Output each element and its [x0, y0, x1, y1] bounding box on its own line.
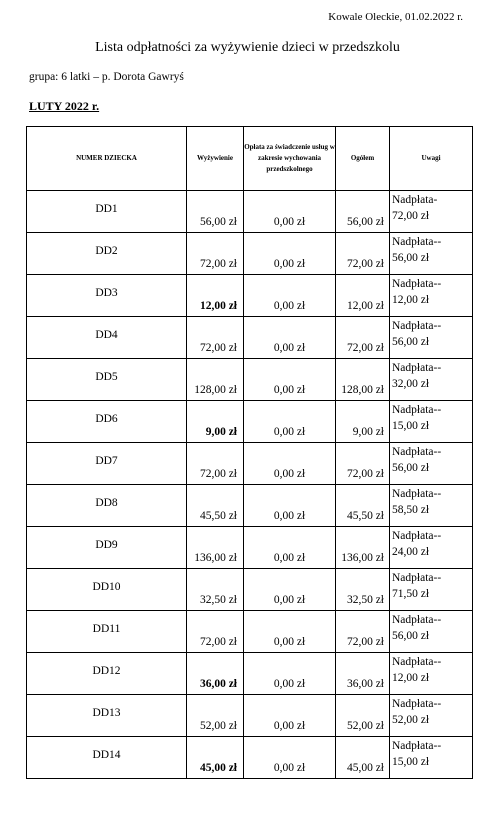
remark-line-2: 56,00 zł	[392, 630, 430, 642]
col-header-remarks: Uwagi	[390, 127, 473, 191]
table-row	[27, 191, 473, 233]
meals-cell: 72,00 zł	[187, 443, 244, 485]
child-number-cell: DD1	[27, 191, 187, 233]
child-number-cell: DD5	[27, 359, 187, 401]
total-cell: 52,00 zł	[336, 695, 390, 737]
fee-cell: 0,00 zł	[244, 359, 336, 401]
child-number-cell: DD10	[27, 569, 187, 611]
meals-cell: 45,00 zł	[187, 737, 244, 779]
total-cell: 45,00 zł	[336, 737, 390, 779]
fee-cell: 0,00 zł	[244, 443, 336, 485]
total-cell: 72,00 zł	[336, 317, 390, 359]
fee-cell: 0,00 zł	[244, 695, 336, 737]
fee-cell: 0,00 zł	[244, 233, 336, 275]
remark-line-1: Nadpłata--	[392, 320, 442, 332]
child-number-cell: DD11	[27, 611, 187, 653]
meals-cell: 9,00 zł	[187, 401, 244, 443]
child-number-cell: DD3	[27, 275, 187, 317]
total-cell: 72,00 zł	[336, 443, 390, 485]
remarks-cell	[390, 191, 473, 233]
meals-cell: 128,00 zł	[187, 359, 244, 401]
meals-cell: 136,00 zł	[187, 527, 244, 569]
remark-line-1: Nadpłata--	[392, 278, 442, 290]
remark-line-2: 15,00 zł	[392, 756, 430, 768]
total-cell: 128,00 zł	[336, 359, 390, 401]
total-cell: 36,00 zł	[336, 653, 390, 695]
remark-line-1: Nadpłata--	[392, 698, 442, 710]
remark-line-2: 58,50 zł	[392, 504, 430, 516]
table-row	[27, 317, 473, 359]
fee-cell: 0,00 zł	[244, 191, 336, 233]
child-number-cell: DD14	[27, 737, 187, 779]
col-header-total: Ogółem	[336, 127, 390, 191]
table-row	[27, 653, 473, 695]
remark-line-1: Nadpłata--	[392, 236, 442, 248]
table-row	[27, 485, 473, 527]
remarks-cell	[390, 653, 473, 695]
remarks-cell	[390, 317, 473, 359]
remarks-cell	[390, 611, 473, 653]
remark-line-2: 12,00 zł	[392, 294, 430, 306]
remarks-cell	[390, 443, 473, 485]
table-row	[27, 737, 473, 779]
fee-cell: 0,00 zł	[244, 611, 336, 653]
group-info: grupa: 6 latki – p. Dorota Gawryś	[29, 71, 184, 83]
table-row	[27, 569, 473, 611]
total-cell: 72,00 zł	[336, 611, 390, 653]
remarks-cell	[390, 569, 473, 611]
table-body	[27, 191, 473, 779]
table-row	[27, 695, 473, 737]
child-number-cell: DD4	[27, 317, 187, 359]
total-cell: 12,00 zł	[336, 275, 390, 317]
remarks-cell	[390, 485, 473, 527]
remark-line-1: Nadpłata--	[392, 614, 442, 626]
meals-cell: 52,00 zł	[187, 695, 244, 737]
place-date: Kowale Oleckie, 01.02.2022 r.	[328, 11, 463, 23]
meals-cell: 72,00 zł	[187, 317, 244, 359]
fee-cell: 0,00 zł	[244, 275, 336, 317]
remark-line-2: 24,00 zł	[392, 546, 430, 558]
remarks-cell	[390, 737, 473, 779]
remark-line-1: Nadpłata--	[392, 488, 442, 500]
remark-line-2: 15,00 zł	[392, 420, 430, 432]
remark-line-2: 52,00 zł	[392, 714, 430, 726]
child-number-cell: DD7	[27, 443, 187, 485]
fee-cell: 0,00 zł	[244, 485, 336, 527]
remarks-cell	[390, 527, 473, 569]
total-cell: 32,50 zł	[336, 569, 390, 611]
remark-line-2: 56,00 zł	[392, 462, 430, 474]
remark-line-1: Nadpłata--	[392, 740, 442, 752]
fee-cell: 0,00 zł	[244, 653, 336, 695]
document-title: Lista odpłatności za wyżywienie dzieci w przedszkolu	[95, 40, 400, 55]
total-cell: 136,00 zł	[336, 527, 390, 569]
child-number-cell: DD6	[27, 401, 187, 443]
table-row	[27, 233, 473, 275]
total-cell: 72,00 zł	[336, 233, 390, 275]
payments-table	[26, 126, 473, 779]
child-number-cell: DD9	[27, 527, 187, 569]
remarks-cell	[390, 359, 473, 401]
fee-cell: 0,00 zł	[244, 737, 336, 779]
table-row	[27, 359, 473, 401]
meals-cell: 72,00 zł	[187, 233, 244, 275]
remark-line-1: Nadpłata--	[392, 362, 442, 374]
remarks-cell	[390, 275, 473, 317]
col-header-meals: Wyżywienie	[187, 127, 244, 191]
total-cell: 45,50 zł	[336, 485, 390, 527]
table-row	[27, 275, 473, 317]
month-heading: LUTY 2022 r.	[29, 99, 100, 113]
meals-cell: 32,50 zł	[187, 569, 244, 611]
table-row	[27, 527, 473, 569]
remark-line-1: Nadpłata-	[392, 194, 438, 206]
meals-cell: 12,00 zł	[187, 275, 244, 317]
col-header-child-number: NUMER DZIECKA	[27, 127, 187, 191]
meals-cell: 72,00 zł	[187, 611, 244, 653]
table-row	[27, 401, 473, 443]
child-number-cell: DD8	[27, 485, 187, 527]
remark-line-2: 32,00 zł	[392, 378, 430, 390]
remarks-cell	[390, 233, 473, 275]
remark-line-1: Nadpłata--	[392, 404, 442, 416]
meals-cell: 36,00 zł	[187, 653, 244, 695]
total-cell: 56,00 zł	[336, 191, 390, 233]
col-header-fee: Opłata za świadczenie usług w zakresie wychowania przedszkolnego	[244, 127, 336, 191]
table-row	[27, 443, 473, 485]
remark-line-1: Nadpłata--	[392, 572, 442, 584]
remark-line-2: 56,00 zł	[392, 336, 430, 348]
fee-cell: 0,00 zł	[244, 401, 336, 443]
table-header-row	[27, 127, 473, 191]
fee-cell: 0,00 zł	[244, 527, 336, 569]
child-number-cell: DD2	[27, 233, 187, 275]
table-row	[27, 611, 473, 653]
child-number-cell: DD12	[27, 653, 187, 695]
meals-cell: 56,00 zł	[187, 191, 244, 233]
remark-line-1: Nadpłata--	[392, 446, 442, 458]
meals-cell: 45,50 zł	[187, 485, 244, 527]
remarks-cell	[390, 401, 473, 443]
remark-line-2: 56,00 zł	[392, 252, 430, 264]
remark-line-2: 72,00 zł	[392, 210, 430, 222]
remark-line-1: Nadpłata--	[392, 656, 442, 668]
remark-line-2: 71,50 zł	[392, 588, 430, 600]
fee-cell: 0,00 zł	[244, 317, 336, 359]
total-cell: 9,00 zł	[336, 401, 390, 443]
remark-line-2: 12,00 zł	[392, 672, 430, 684]
child-number-cell: DD13	[27, 695, 187, 737]
fee-cell: 0,00 zł	[244, 569, 336, 611]
remarks-cell	[390, 695, 473, 737]
remark-line-1: Nadpłata--	[392, 530, 442, 542]
